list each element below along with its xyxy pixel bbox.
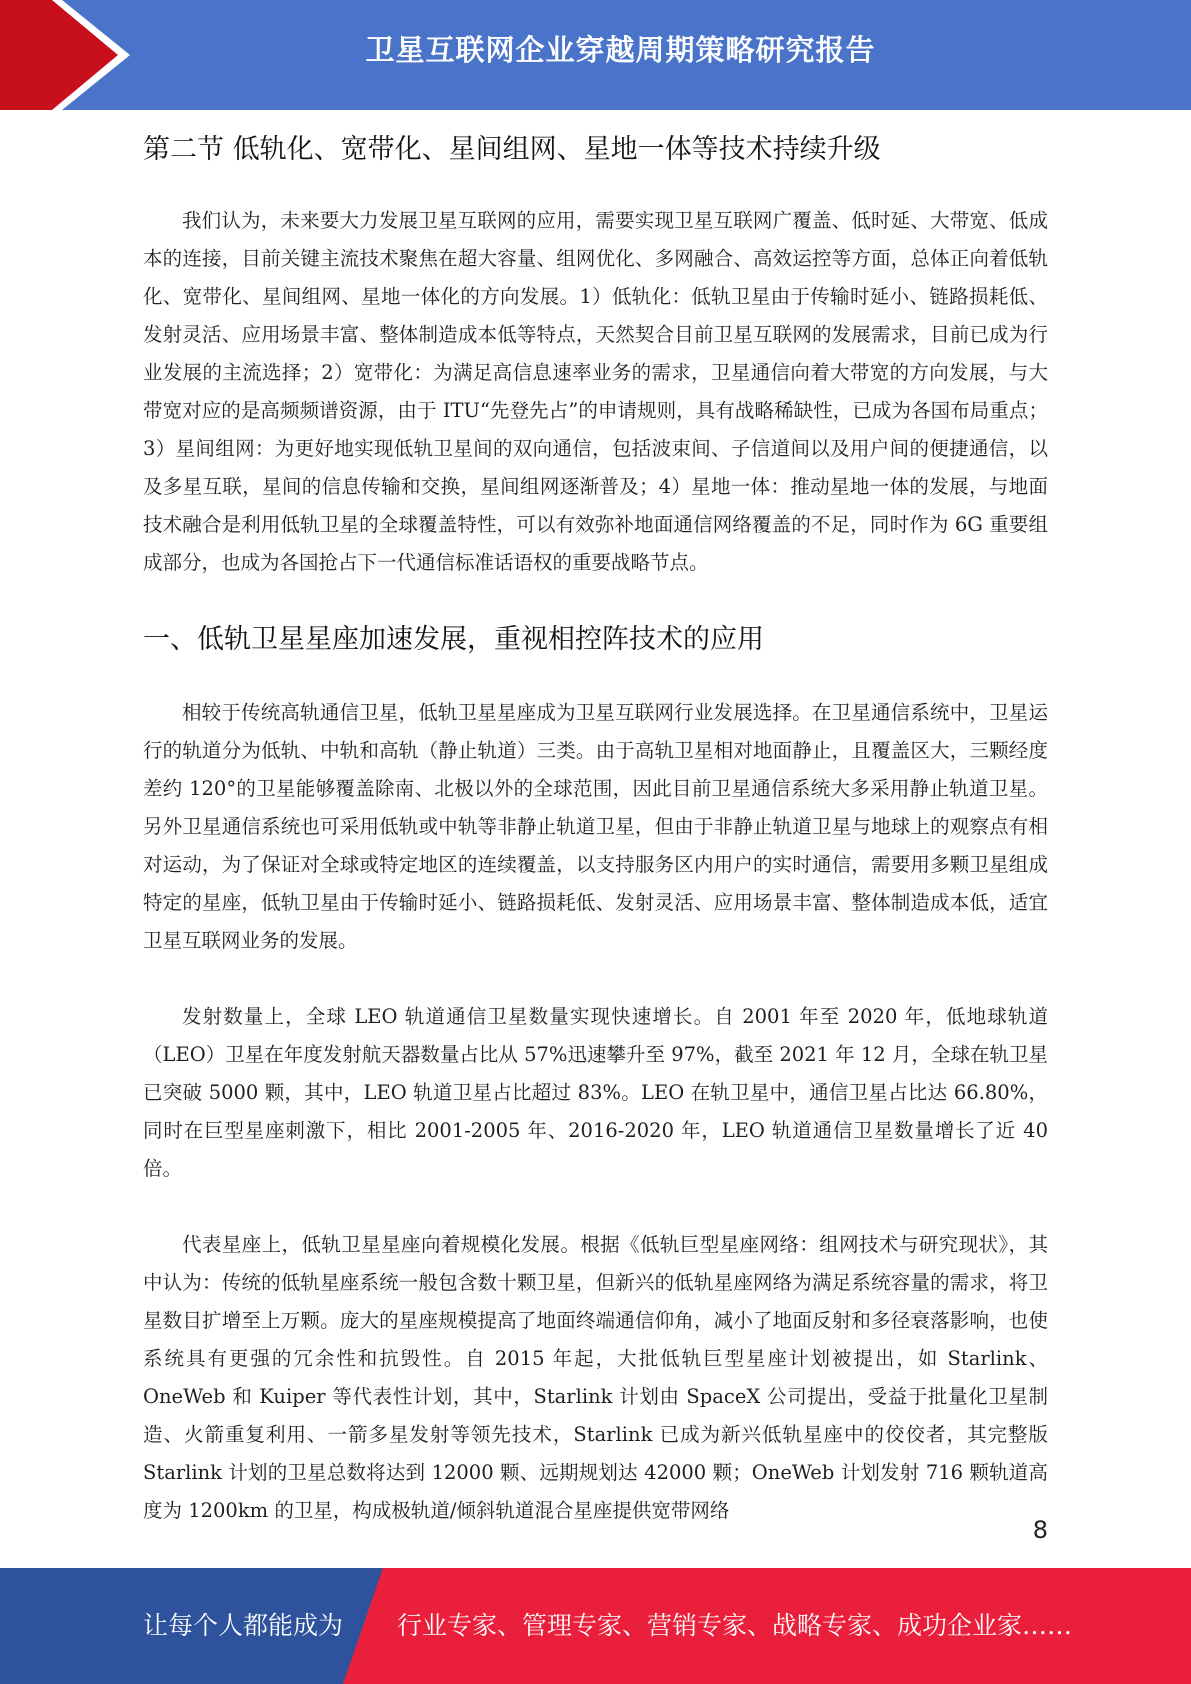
footer-slogan-right: 行业专家、管理专家、营销专家、战略专家、成功企业家…… — [397, 1611, 1073, 1640]
subsection-title: 一、低轨卫星星座加速发展，重视相控阵技术的应用 — [143, 624, 764, 655]
footer-slogan-left: 让每个人都能成为 — [143, 1611, 344, 1640]
paragraph-launch-count: 发射数量上，全球 LEO 轨道通信卫星数量实现快速增长。自 2001 年至 2020 年，低地球轨道（LEO）卫星在年度发射航天器数量占比从 57%迅速攀升至 97%，截至 2021 年 12 月，全球在轨卫星已突破 5000 颗，其中，LEO 轨道卫星占比超过 83%。LEO 在轨卫星中，通信卫星占比达 66.80%，同时在巨型星座刺激下，相比 2001-2005 年、2016-2020 年，LEO 轨道通信卫星数量增长了近 40 倍。 — [143, 1005, 1048, 1180]
main-content — [143, 130, 1048, 1530]
footer-banner — [0, 1568, 1191, 1684]
intro-paragraph: 我们认为，未来要大力发展卫星互联网的应用，需要实现卫星互联网广覆盖、低时延、大带宽、低成本的连接，目前关键主流技术聚焦在超大容量、组网优化、多网融合、高效运控等方面，总体正向着低轨化、宽带化、星间组网、星地一体化的方向发展。1）低轨化：低轨卫星由于传输时延小、链路损耗低、发射灵活、应用场景丰富、整体制造成本低等特点，天然契合目前卫星互联网的发展需求，目前已成为行业发展的主流选择；2）宽带化：为满足高信息速率业务的需求，卫星通信向着大带宽的方向发展，与大带宽对应的是高频频谱资源，由于 ITU“先登先占”的申请规则，具有战略稀缺性，已成为各国布局重点；3）星间组网：为更好地实现低轨卫星间的双向通信，包括波束间、子信道间以及用户间的便捷通信，以及多星互联，星间的信息传输和交换，星间组网逐渐普及；4）星地一体：推动星地一体的发展，与地面技术融合是利用低轨卫星的全球覆盖特性，可以有效弥补地面通信网络覆盖的不足，同时作为 6G 重要组成部分，也成为各国抢占下一代通信标准话语权的重要战略节点。 — [143, 209, 1048, 574]
header-title: 卫星互联网企业穿越周期策略研究报告 — [365, 33, 876, 67]
paragraph-constellations: 代表星座上，低轨卫星星座向着规模化发展。根据《低轨巨型星座网络：组网技术与研究现状》，其中认为：传统的低轨星座系统一般包含数十颗卫星，但新兴的低轨星座网络为满足系统容量的需求，将卫星数目扩增至上万颗。庞大的星座规模提高了地面终端通信仰角，减小了地面反射和多径衰落影响，也使系统具有更强的冗余性和抗毁性。自 2015 年起，大批低轨巨型星座计划被提出，如 Starlink、OneWeb 和 Kuiper 等代表性计划，其中，Starlink 计划由 SpaceX 公司提出，受益于批量化卫星制造、火箭重复利用、一箭多星发射等领先技术，Starlink 已成为新兴低轨星座中的佼佼者，其完整版 Starlink 计划的卫星总数将达到 12000 颗、远期规划达 42000 颗；OneWeb 计划发射 716 颗轨道高度为 1200km 的卫星，构成极轨道/倾斜轨道混合星座提供宽带网络 — [143, 1233, 1048, 1522]
paragraph-orbit-types: 相较于传统高轨通信卫星，低轨卫星星座成为卫星互联网行业发展选择。在卫星通信系统中，卫星运行的轨道分为低轨、中轨和高轨（静止轨道）三类。由于高轨卫星相对地面静止，且覆盖区大，三颗经度差约 120°的卫星能够覆盖除南、北极以外的全球范围，因此目前卫星通信系统大多采用静止轨道卫星。另外卫星通信系统也可采用低轨或中轨等非静止轨道卫星，但由于非静止轨道卫星与地球上的观察点有相对运动，为了保证对全球或特定地区的连续覆盖，以支持服务区内用户的实时通信，需要用多颗卫星组成特定的星座，低轨卫星由于传输时延小、链路损耗低、发射灵活、应用场景丰富、整体制造成本低，适宜卫星互联网业务的发展。 — [143, 701, 1048, 952]
page-number: 8 — [1032, 1516, 1048, 1544]
section-title: 第二节 低轨化、宽带化、星间组网、星地一体等技术持续升级 — [143, 134, 881, 165]
header-banner — [0, 0, 1191, 110]
